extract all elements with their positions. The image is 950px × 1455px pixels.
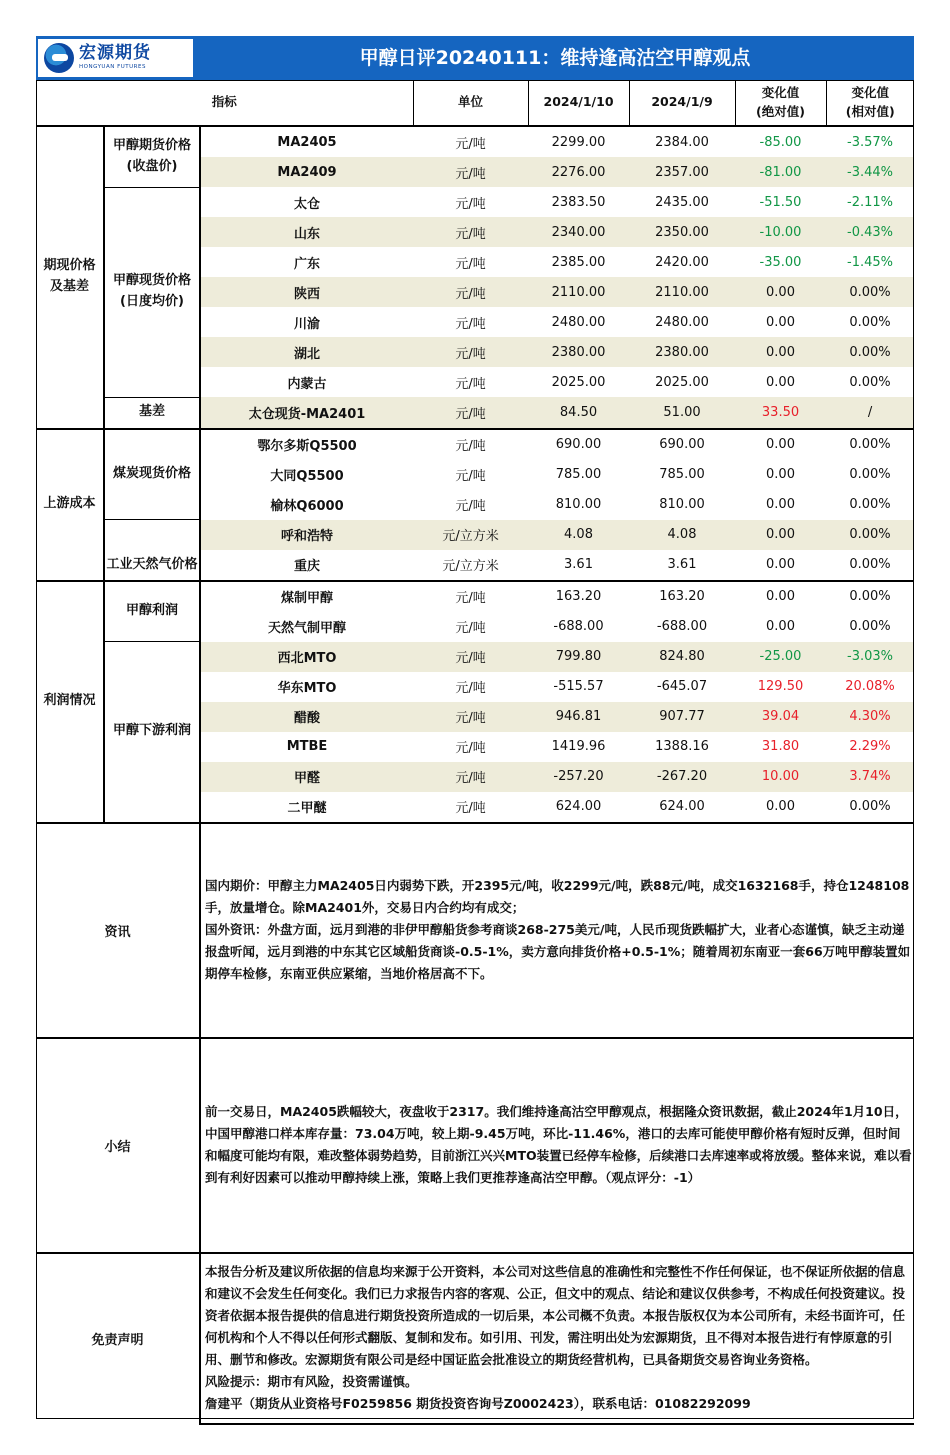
row-change-rel: 20.08% — [845, 679, 895, 694]
row-name: 内蒙古 — [287, 376, 327, 392]
row-value-date2: 2384.00 — [655, 134, 709, 150]
row-unit: 元/吨 — [455, 196, 486, 212]
row-change-rel: -2.11% — [847, 194, 894, 210]
row-unit: 元/吨 — [455, 741, 486, 756]
summary-block — [36, 1038, 914, 1253]
row-change-abs: 129.50 — [757, 679, 804, 694]
row-unit: 元/吨 — [455, 469, 486, 484]
row-value-date2: 2420.00 — [655, 254, 709, 270]
row-value-date2: 2380.00 — [629, 337, 735, 367]
col-date1: 2024/1/10 — [528, 80, 629, 126]
row-change-rel: 0.00% — [826, 792, 914, 823]
analyst-info: 詹建平（期货从业资格号F0259856 期货投资咨询号Z0002423），联系电话：01082292099 — [205, 1396, 751, 1411]
row-name: 榆林Q6000 — [270, 499, 344, 514]
row-change-abs: -10.00 — [735, 217, 826, 247]
row-value-date1: 2276.00 — [528, 157, 629, 187]
row-value-date1: -688.00 — [553, 619, 604, 634]
row-unit: 元/吨 — [455, 316, 486, 332]
row-unit: 元/吨 — [455, 256, 486, 272]
row-value-date2: 907.77 — [629, 702, 735, 732]
row-name: 醋酸 — [200, 702, 413, 732]
row-value-date2: 824.80 — [629, 642, 735, 672]
table-row — [36, 429, 914, 460]
table-row — [36, 397, 914, 429]
row-value-date1: 2025.00 — [551, 374, 606, 390]
row-unit: 元/吨 — [413, 277, 528, 307]
row-change-abs: 0.00 — [766, 374, 795, 390]
row-change-abs: 0.00 — [766, 314, 795, 330]
row-name: 太仓 — [294, 196, 321, 212]
row-change-rel: -3.57% — [847, 134, 894, 150]
row-change-abs: 33.50 — [735, 397, 826, 429]
group-upstream-cost: 上游成本 — [36, 429, 104, 581]
row-change-abs: 0.00 — [735, 277, 826, 307]
row-value-date1: 2383.50 — [551, 194, 606, 210]
row-change-abs: 0.00 — [735, 550, 826, 581]
row-value-date1: 946.81 — [528, 702, 629, 732]
row-name: 西北MTO — [200, 642, 413, 672]
row-change-abs: 0.00 — [766, 467, 795, 482]
row-value-date1: 810.00 — [555, 497, 602, 512]
row-change-rel: 0.00% — [849, 497, 891, 512]
row-change-abs: 31.80 — [761, 739, 800, 754]
row-change-rel: 0.00% — [849, 619, 891, 634]
row-change-abs: -85.00 — [759, 134, 802, 150]
row-change-abs: 0.00 — [735, 337, 826, 367]
row-value-date2: -645.07 — [656, 679, 708, 694]
row-change-abs: 10.00 — [735, 762, 826, 792]
table-row — [36, 187, 914, 217]
row-value-date1: 163.20 — [555, 589, 602, 604]
row-name: 华东MTO — [277, 681, 337, 696]
row-name: MA2409 — [200, 157, 413, 187]
row-value-date2: 2350.00 — [629, 217, 735, 247]
row-value-date2: 163.20 — [659, 589, 705, 604]
row-unit: 元/吨 — [455, 591, 486, 606]
col-change-abs: 变化值 (绝对值) — [735, 80, 826, 126]
row-value-date2: 3.61 — [629, 550, 735, 581]
indicator-table — [36, 80, 914, 824]
row-change-rel: 0.00% — [849, 437, 891, 452]
row-unit: 元/吨 — [413, 217, 528, 247]
row-name: 煤制甲醇 — [281, 591, 334, 606]
row-change-rel: 0.00% — [849, 374, 891, 390]
row-name: MA2405 — [277, 134, 337, 150]
row-value-date2: 51.00 — [629, 397, 735, 429]
row-change-rel: 0.00% — [849, 314, 891, 330]
row-change-rel: -1.45% — [847, 254, 894, 270]
row-unit: 元/吨 — [455, 499, 486, 514]
group-profit: 利润情况 — [36, 581, 104, 823]
row-value-date1: -515.57 — [553, 679, 604, 694]
row-value-date1: 2385.00 — [551, 254, 606, 270]
logo-name-en: HONGYUAN FUTURES — [79, 64, 146, 71]
row-change-rel: 0.00% — [826, 277, 914, 307]
row-change-rel: 2.29% — [849, 739, 891, 754]
row-change-rel: / — [826, 397, 914, 429]
row-unit: 元/吨 — [455, 621, 486, 636]
row-value-date1: 799.80 — [528, 642, 629, 672]
row-value-date1: 690.00 — [555, 437, 602, 452]
row-change-rel: 0.00% — [849, 589, 891, 604]
row-change-abs: 0.00 — [766, 497, 795, 512]
row-value-date2: 690.00 — [659, 437, 705, 452]
row-name: 广东 — [294, 256, 321, 272]
row-unit: 元/立方米 — [413, 550, 528, 581]
row-value-date1: 2480.00 — [551, 314, 606, 330]
row-name: MTBE — [286, 739, 328, 754]
logo-name-cn: 宏源期货 — [79, 43, 151, 64]
row-name: 鄂尔多斯Q5500 — [257, 439, 357, 454]
row-change-abs: 0.00 — [735, 792, 826, 823]
row-change-rel: 0.00% — [826, 337, 914, 367]
row-change-abs: 0.00 — [766, 589, 795, 604]
row-value-date1: 3.61 — [528, 550, 629, 581]
row-value-date2: 1388.16 — [655, 739, 709, 754]
table-row — [36, 642, 914, 672]
row-value-date2: -688.00 — [656, 619, 708, 634]
row-unit: 元/吨 — [413, 792, 528, 823]
risk-notice: 风险提示：期市有风险，投资需谨慎。 — [205, 1374, 418, 1389]
row-value-date1: 84.50 — [528, 397, 629, 429]
group-price-basis: 期现价格 及基差 — [36, 126, 104, 429]
row-value-date2: 2025.00 — [655, 374, 709, 390]
disclaimer-block — [36, 1253, 914, 1424]
row-change-rel: 0.00% — [826, 550, 914, 581]
summary-label: 小结 — [36, 1038, 200, 1253]
row-name: 甲醛 — [200, 762, 413, 792]
subgroup-gas-price: 工业天然气价格 — [104, 520, 200, 581]
row-unit: 元/吨 — [413, 397, 528, 429]
table-row — [36, 126, 914, 157]
col-unit: 单位 — [413, 80, 528, 126]
row-name: 呼和浩特 — [200, 520, 413, 550]
row-value-date1: -257.20 — [528, 762, 629, 792]
row-change-rel: 4.30% — [826, 702, 914, 732]
row-value-date1: 785.00 — [555, 467, 602, 482]
row-value-date2: -267.20 — [629, 762, 735, 792]
row-name: 大同Q5500 — [270, 469, 344, 484]
subgroup-methanol-profit: 甲醇利润 — [104, 581, 200, 642]
disclaimer-content — [200, 1253, 914, 1424]
row-unit: 元/吨 — [455, 681, 486, 696]
news-content — [200, 824, 914, 1038]
row-value-date2: 4.08 — [629, 520, 735, 550]
row-value-date1: 624.00 — [528, 792, 629, 823]
row-value-date2: 2357.00 — [629, 157, 735, 187]
row-unit: 元/立方米 — [413, 520, 528, 550]
row-value-date2: 2110.00 — [629, 277, 735, 307]
row-change-rel: 0.00% — [849, 467, 891, 482]
row-change-abs: -51.50 — [759, 194, 802, 210]
row-unit: 元/吨 — [455, 136, 486, 152]
row-change-rel: -3.44% — [826, 157, 914, 187]
row-change-abs: 39.04 — [735, 702, 826, 732]
row-value-date2: 624.00 — [629, 792, 735, 823]
row-unit: 元/吨 — [455, 439, 486, 454]
subgroup-downstream-profit: 甲醇下游利润 — [104, 642, 200, 823]
logo-mark-icon — [44, 43, 74, 73]
row-unit: 元/吨 — [413, 702, 528, 732]
row-name: 二甲醚 — [200, 792, 413, 823]
row-value-date1: 2299.00 — [551, 134, 606, 150]
news-label: 资讯 — [36, 824, 200, 1038]
row-change-rel: -0.43% — [826, 217, 914, 247]
row-change-abs: 0.00 — [735, 520, 826, 550]
row-value-date2: 785.00 — [659, 467, 705, 482]
report-header — [36, 36, 914, 80]
row-name: 太仓现货-MA2401 — [200, 397, 413, 429]
row-change-rel: -3.03% — [826, 642, 914, 672]
row-change-abs: 0.00 — [766, 437, 795, 452]
row-change-abs: -35.00 — [759, 254, 802, 270]
row-name: 天然气制甲醇 — [268, 621, 347, 636]
news-domestic: 国内期价：甲醇主力MA2405日内弱势下跌，开2395元/吨，收2299元/吨，跌88元/吨，成交1632168手，持仓1248108手，放量增仓。除MA2401外，交易日内合约均有成交； — [205, 878, 910, 915]
news-block — [36, 824, 914, 1038]
disclaimer-text: 本报告分析及建议所依据的信息均来源于公开资料，本公司对这些信息的准确性和完整性不作任何保证，也不保证所依据的信息和建议不会发生任何变化。我们已力求报告内容的客观、公正，但文中的观点、结论和建议仅供参考，不构成任何投资建议。投资者依据本报告提供的信息进行期货投资所造成的一切后果，本公司概不负责。本报告版权仅为本公司所有，未经书面许可，任何机构和个人不得以任何形式翻版、复制和发布。如引用、刊发，需注明出处为宏源期货，且不得对本报告进行有悖原意的引用、删节和修改。宏源期货有限公司是经中国证监会批准设立的期货经营机构，已具备期货交易咨询业务资格。 — [205, 1264, 906, 1367]
row-change-abs: -25.00 — [735, 642, 826, 672]
summary-content: 前一交易日，MA2405跌幅较大，夜盘收于2317。我们维持逢高沽空甲醇观点，根据隆众资讯数据，截止2024年1月10日，中国甲醇港口样本库存量：73.04万吨，较上期-9.45万吨，环比-11.46%，港口的去库可能使甲醇价格有短时反弹，但时间和幅度可能均有限，难改整体弱势趋势，目前浙江兴兴MTO装置已经停车检修，后续港口去库速率或将放缓。整体来说，难以看到有利好因素可以推动甲醇持续上涨，策略上我们更推荐逢高沽空甲醇。（观点评分：-1） — [200, 1038, 914, 1253]
table-row — [36, 581, 914, 612]
report-sheet — [36, 36, 914, 1425]
row-value-date2: 810.00 — [659, 497, 705, 512]
row-unit: 元/吨 — [413, 337, 528, 367]
subgroup-basis: 基差 — [104, 397, 200, 429]
row-value-date1: 2380.00 — [528, 337, 629, 367]
report-title: 甲醇日评20240111：维持逢高沽空甲醇观点 — [359, 47, 751, 69]
table-row — [36, 520, 914, 550]
column-header-row — [36, 80, 914, 126]
row-change-rel: 3.74% — [826, 762, 914, 792]
row-value-date1: 4.08 — [528, 520, 629, 550]
row-value-date2: 2435.00 — [655, 194, 709, 210]
subgroup-spot-price: 甲醇现货价格 (日度均价) — [104, 187, 200, 397]
row-change-abs: -81.00 — [735, 157, 826, 187]
row-unit: 元/吨 — [413, 642, 528, 672]
row-name: 山东 — [200, 217, 413, 247]
row-change-abs: 0.00 — [766, 619, 795, 634]
row-change-rel: 0.00% — [826, 520, 914, 550]
row-value-date1: 2110.00 — [528, 277, 629, 307]
row-unit: 元/吨 — [455, 376, 486, 392]
row-unit: 元/吨 — [413, 157, 528, 187]
col-change-rel: 变化值 (相对值) — [826, 80, 914, 126]
col-date2: 2024/1/9 — [629, 80, 735, 126]
news-overseas: 国外资讯：外盘方面，远月到港的非伊甲醇船货参考商谈268-275美元/吨，人民币现货跌幅扩大，业者心态谨慎，缺乏主动递报盘听闻，远月到港的中东其它区域船货商谈-0.5-1%，卖方意向排货价格+0.5-1%；随着周初东南亚一套66万吨甲醇装置如期停车检修，东南亚供应紧缩，当地价格居高不下。 — [205, 922, 911, 981]
subgroup-coal-price: 煤炭现货价格 — [104, 429, 200, 520]
row-unit: 元/吨 — [413, 762, 528, 792]
row-name: 川渝 — [294, 316, 321, 332]
company-logo — [38, 39, 193, 77]
subgroup-futures-price: 甲醇期货价格 (收盘价) — [104, 126, 200, 187]
row-value-date1: 2340.00 — [528, 217, 629, 247]
col-indicator: 指标 — [36, 80, 413, 126]
disclaimer-label: 免责声明 — [36, 1253, 200, 1424]
row-value-date1: 1419.96 — [551, 739, 606, 754]
row-name: 重庆 — [200, 550, 413, 581]
text-blocks — [36, 824, 914, 1425]
row-value-date2: 2480.00 — [655, 314, 709, 330]
row-name: 陕西 — [200, 277, 413, 307]
row-name: 湖北 — [200, 337, 413, 367]
